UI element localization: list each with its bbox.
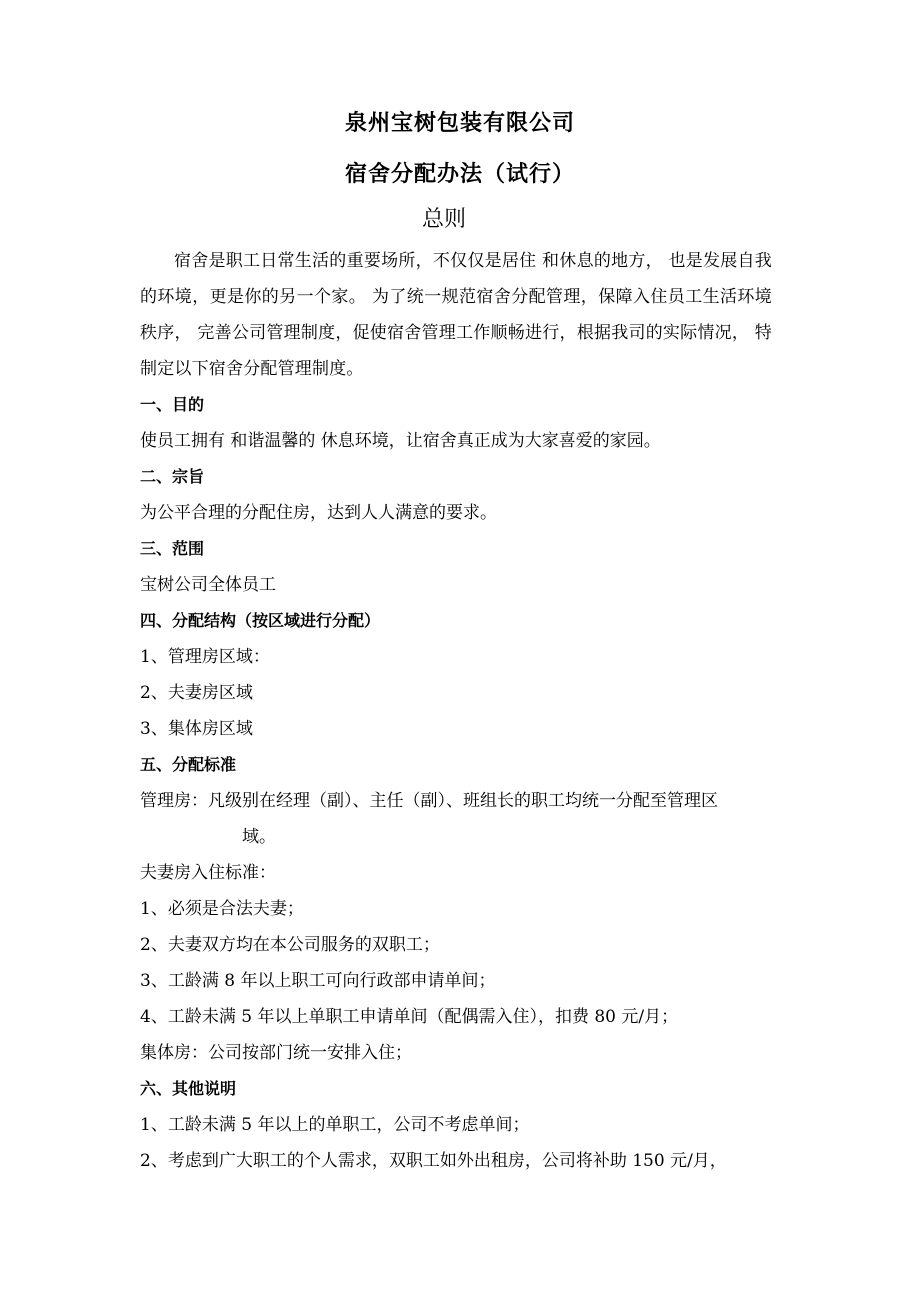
section-heading-scope: 三、范围 (140, 539, 205, 558)
section-heading-purpose: 一、目的 (140, 395, 205, 414)
document-body (140, 243, 772, 1179)
section-heading-standard: 五、分配标准 (140, 755, 237, 774)
list-item: 2、夫妻双方均在本公司服务的双职工； (140, 935, 440, 955)
section-text-principle: 为公平合理的分配住房，达到人人满意的要求。 (140, 503, 497, 523)
management-room-standard: 管理房：凡级别在经理（副）、主任（副）、班组长的职工均统一分配至管理区 (140, 791, 718, 811)
management-room-standard-cont: 域。 (242, 827, 276, 847)
list-item: 3、集体房区域 (140, 719, 253, 739)
document-title: 宿舍分配办法（试行） (344, 162, 575, 187)
general-heading: 总则 (421, 207, 466, 232)
list-item: 1、工龄未满 5 年以上的单职工，公司不考虑单间； (140, 1115, 530, 1135)
section-text-scope: 宝树公司全体员工 (140, 575, 276, 595)
section-heading-other: 六、其他说明 (140, 1079, 237, 1098)
company-title: 泉州宝树包装有限公司 (344, 111, 575, 136)
list-item: 1、管理房区域： (140, 647, 270, 667)
list-item: 1、必须是合法夫妻； (140, 899, 304, 919)
section-text-purpose: 使员工拥有 和谐温馨的 休息环境，让宿舍真正成为大家喜爱的家园。 (140, 431, 661, 451)
couple-room-heading: 夫妻房入住标准： (140, 863, 276, 883)
section-heading-structure: 四、分配结构（按区域进行分配） (140, 611, 381, 630)
dorm-room-standard: 集体房：公司按部门统一安排入住； (140, 1043, 412, 1063)
list-item: 3、工龄满 8 年以上职工可向行政部申请单间； (140, 971, 496, 991)
section-heading-principle: 二、宗旨 (140, 467, 205, 486)
list-item: 2、考虑到广大职工的个人需求，双职工如外出租房，公司将补助 150 元/月， (140, 1151, 727, 1171)
list-item: 4、工龄未满 5 年以上单职工申请单间（配偶需入住），扣费 80 元/月； (140, 1007, 679, 1027)
intro-paragraph: 宿舍是职工日常生活的重要场所，不仅仅是居住 和休息的地方， 也是发展自我的环境，更是你的另一个家。 为了统一规范宿舍分配管理，保障入住员工生活环境秩序， 完善公司管理制度，促使宿舍管理工作顺畅进行，根据我司的实际情况， 特制定以下宿舍分配管理制度。 (140, 251, 772, 379)
list-item: 2、夫妻房区域 (140, 683, 253, 703)
